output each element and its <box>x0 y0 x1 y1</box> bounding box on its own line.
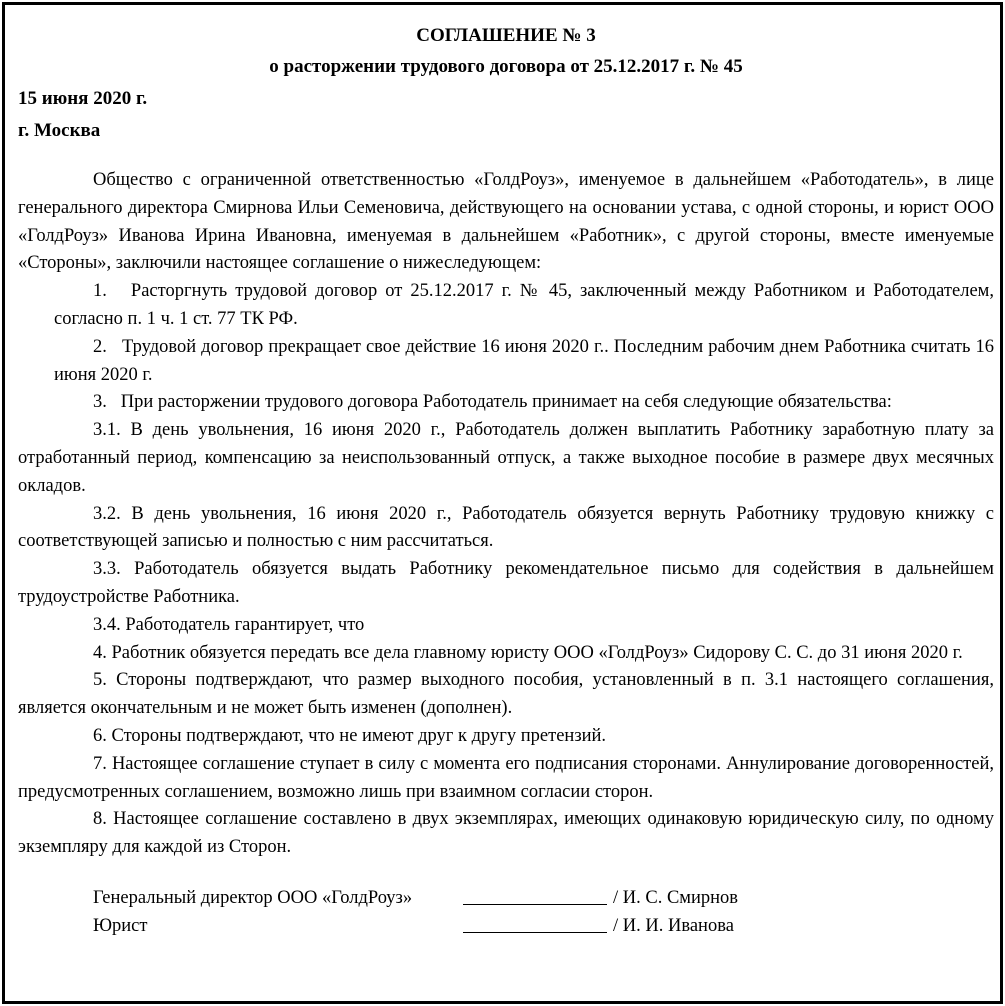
preamble-paragraph: Общество с ограниченной ответственностью «ГолдРоуз», именуемое в дальнейшем «Работодатель», в лице генерального директора Смирнова Ильи Семеновича, действующего на основании устава, с одной стороны, и юрист ООО «ГолдРоуз» Иванова Ирина Ивановна, именуемая в дальнейшем «Работник», с другой стороны, вместе именуемые «Стороны», заключили настоящее соглашение о нижеследующем: <box>18 170 994 274</box>
signature-row-lawyer <box>93 912 994 940</box>
clause-3-2: 3.2. В день увольнения, 16 июня 2020 г., Работодатель обязуется вернуть Работнику трудовую книжку с соответствующей записью и полностью с ним рассчитаться. <box>18 503 994 552</box>
document-body <box>18 21 994 940</box>
clause-2: 2. Трудовой договор прекращает свое действие 16 июня 2020 г.. Последним рабочим днем Работника считать 16 июня 2020 г. <box>54 336 994 385</box>
signature-name: / И. С. Смирнов <box>613 887 739 908</box>
signature-line <box>463 886 607 905</box>
document-subtitle: о расторжении трудового договора от 25.12.2017 г. № 45 <box>269 56 743 77</box>
signature-position: Генеральный директор ООО «ГолдРоуз» <box>93 887 413 908</box>
signature-line <box>463 914 607 933</box>
clause-8: 8. Настоящее соглашение составлено в двух экземплярах, имеющих одинаковую юридическую силу, по одному экземпляру для каждой из Сторон. <box>18 809 994 858</box>
clause-4: 4. Работник обязуется передать все дела главному юристу ООО «ГолдРоуз» Сидорову С. С. до 31 июня 2020 г. <box>93 642 963 663</box>
clause-1: 1. Расторгнуть трудовой договор от 25.12.2017 г. № 45, заключенный между Работником и Работодателем, согласно п. 1 ч. 1 ст. 77 ТК РФ. <box>54 281 994 329</box>
clause-7: 7. Настоящее соглашение ступает в силу с момента его подписания сторонами. Аннулирование договоренностей, предусмотренных соглашением, возможно лишь при взаимном согласии сторон. <box>18 753 994 802</box>
clause-3: 3. При расторжении трудового договора Работодатель принимает на себя следующие обязательства: <box>93 392 892 413</box>
document-date: 15 июня 2020 г. <box>18 88 148 109</box>
signature-position: Юрист <box>93 915 148 936</box>
signature-block <box>93 884 994 940</box>
clause-5: 5. Стороны подтверждают, что размер выходного пособия, установленный в п. 3.1 настоящего соглашения, является окончательным и не может быть изменен (дополнен). <box>18 670 994 719</box>
clause-3-1: 3.1. В день увольнения, 16 июня 2020 г., Работодатель должен выплатить Работнику заработную плату за отработанный период, компенсацию за неиспользованный отпуск, а также выходное пособие в размере двух месячных окладов. <box>18 420 994 496</box>
signature-row-director <box>93 884 994 912</box>
signature-name: / И. И. Иванова <box>613 915 734 936</box>
clause-6: 6. Стороны подтверждают, что не имеют друг к другу претензий. <box>93 725 607 746</box>
clause-3-3: 3.3. Работодатель обязуется выдать Работнику рекомендательное письмо для содействия в дальнейшем трудоустройстве Работника. <box>18 559 994 607</box>
clause-3-4: 3.4. Работодатель гарантирует, что <box>93 614 365 635</box>
document-city: г. Москва <box>18 120 101 141</box>
document-title: СОГЛАШЕНИЕ № 3 <box>416 25 596 46</box>
document-page <box>2 2 1003 1004</box>
